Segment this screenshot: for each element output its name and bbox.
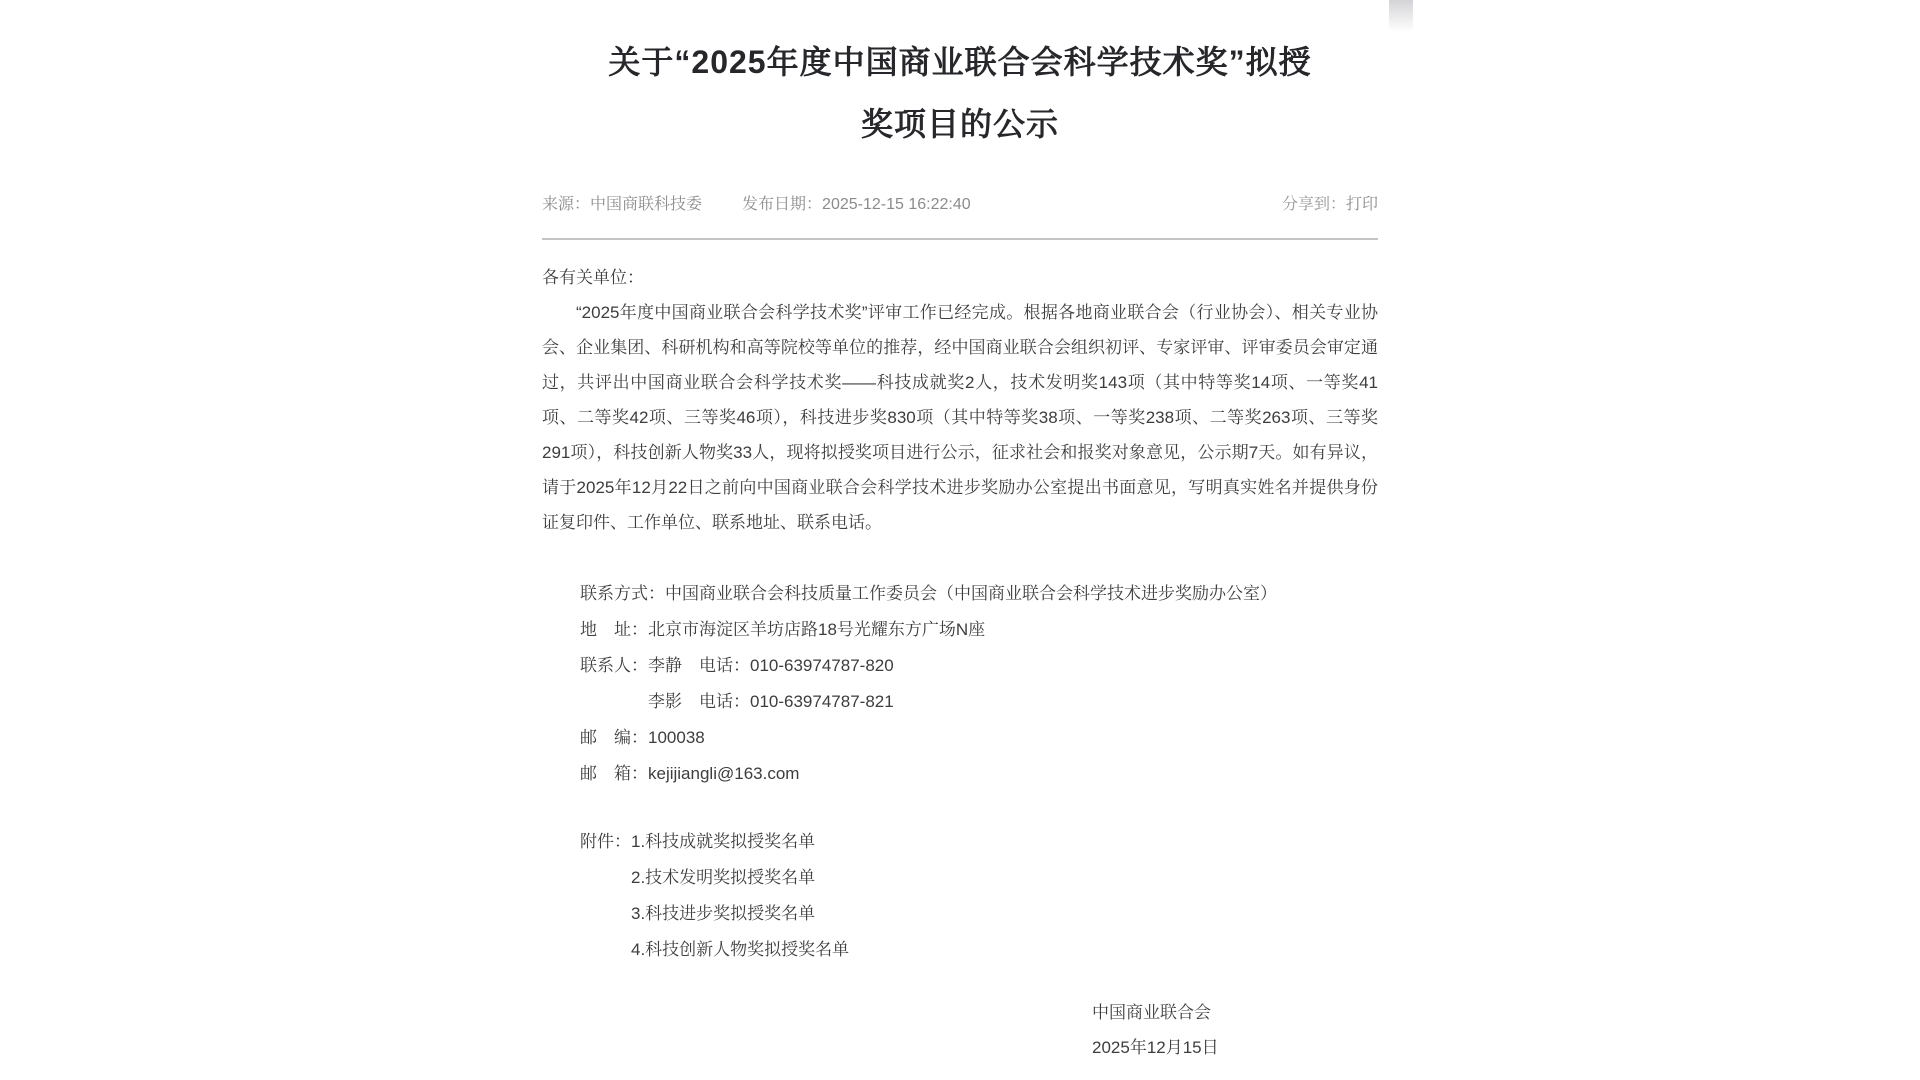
source-group — [542, 194, 702, 216]
attachments-label: 附件： — [580, 832, 631, 851]
article-meta-row — [542, 194, 1378, 216]
page-title-line1: 关于“2025年度中国商业联合会科学技术奖”拟授 — [608, 44, 1312, 80]
attachment-item-2: 2.技术发明奖拟授奖名单 — [631, 868, 816, 887]
publish-date-group — [742, 194, 971, 216]
share-group — [1282, 194, 1378, 216]
main-paragraph: “2025年度中国商业联合会科学技术奖”评审工作已经完成。根据各地商业联合会（行业协会）、相关专业协会、企业集团、科研机构和高等院校等单位的推荐，经中国商业联合会组织初评、专家评审、评审委员会审定通过，共评出中国商业联合会科学技术奖——科技成就奖2人，技术发明奖143项（其中特等奖14项、一等奖41项、二等奖42项、三等奖46项），科技进步奖830项（其中特等奖38项、一等奖238项、二等奖263项、三等奖291项），科技创新人物奖33人，现将拟授奖项目进行公示，征求社会和报奖对象意见，公示期7天。如有异议，请于2025年12月22日之前向中国商业联合会科学技术进步奖励办公室提出书面意见，写明真实姓名并提供身份证复印件、工作单位、联系地址、联系电话。 — [542, 303, 1378, 532]
contact-line-person1: 联系人：李静 电话：010-63974787-820 — [580, 656, 894, 675]
contact-line-person2: 李影 电话：010-63974787-821 — [580, 692, 894, 711]
contact-line-address: 地 址：北京市海淀区羊坊店路18号光耀东方广场N座 — [580, 620, 986, 639]
page-title — [542, 31, 1378, 155]
article-body — [542, 260, 1378, 1065]
attachment-item-3: 3.科技进步奖拟授奖名单 — [631, 904, 816, 923]
signature-org: 中国商业联合会 — [1092, 1003, 1211, 1022]
share-label: 分享到： — [1281, 196, 1346, 213]
attachments-block — [542, 824, 1378, 968]
attachment-item-1: 1.科技成就奖拟授奖名单 — [631, 832, 816, 851]
contact-line-zipcode: 邮 编：100038 — [580, 728, 705, 747]
attachment-item-4: 4.科技创新人物奖拟授奖名单 — [631, 940, 850, 959]
salutation: 各有关单位： — [542, 268, 644, 287]
scrollbar-thumb[interactable] — [1389, 0, 1413, 32]
announcement-document — [542, 0, 1378, 1065]
source-label: 来源： — [542, 196, 591, 213]
contact-line-email: 邮 箱：kejijiangli@163.com — [580, 764, 800, 783]
attachments-list — [631, 824, 849, 968]
contact-block — [542, 576, 1378, 792]
contact-line-way: 联系方式：中国商业联合会科技质量工作委员会（中国商业联合会科学技术进步奖励办公室） — [580, 584, 1277, 603]
print-link[interactable]: 打印 — [1345, 196, 1378, 213]
page-title-line2: 奖项目的公示 — [860, 106, 1059, 142]
signature-date: 2025年12月15日 — [1092, 1038, 1219, 1057]
publish-date-label: 发布日期： — [742, 196, 823, 213]
header-divider — [542, 238, 1378, 240]
signature-block — [1092, 995, 1378, 1065]
source-value: 中国商联科技委 — [590, 196, 703, 213]
publish-date-value: 2025-12-15 16:22:40 — [822, 196, 971, 213]
